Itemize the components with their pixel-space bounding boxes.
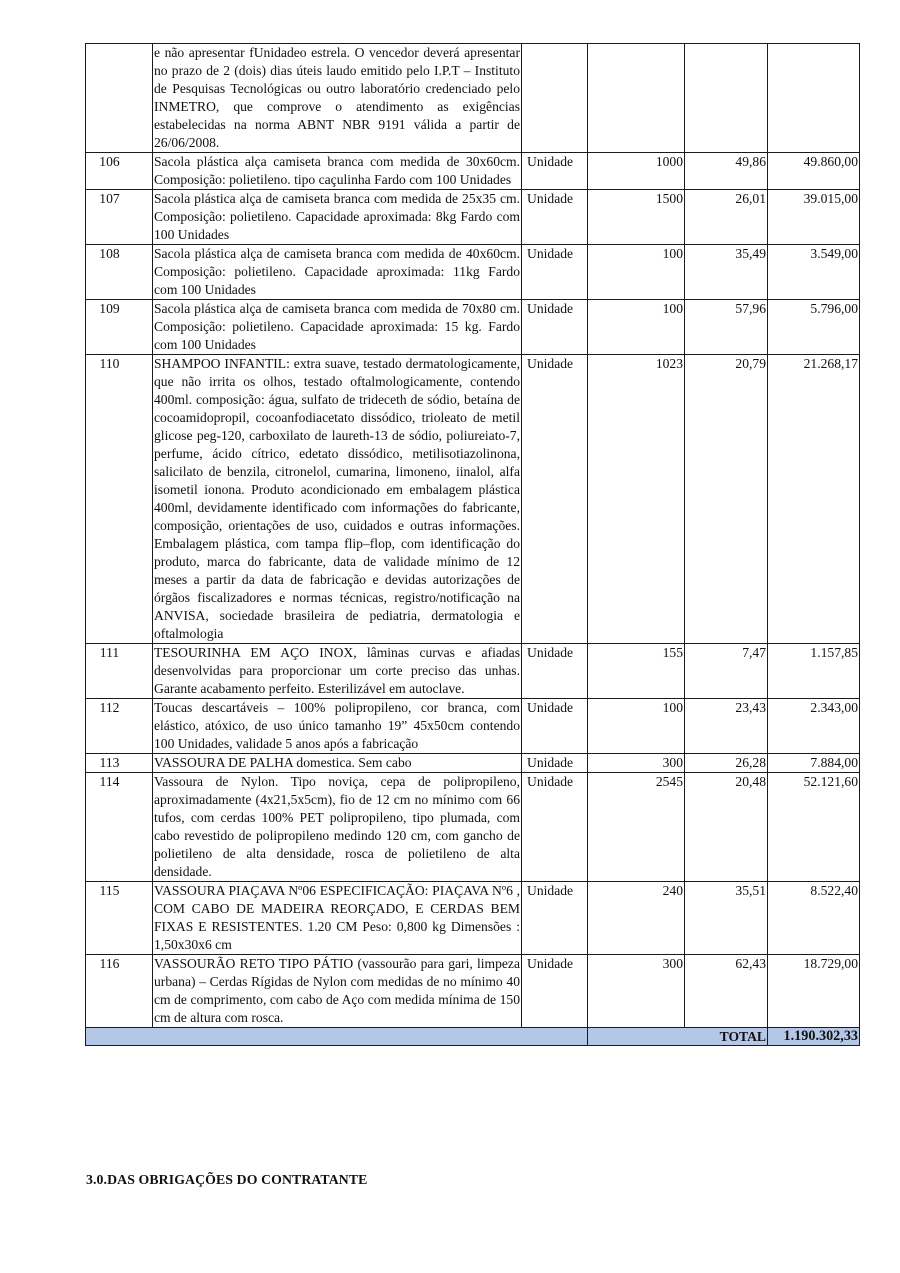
quantity-cell: 100 xyxy=(588,699,685,754)
description-cell: Sacola plástica alça de camiseta branca com medida de 25x35 cm. Composição: polietileno. Capacidade aproximada: 8kg Fardo com 100 Unidades xyxy=(153,190,522,245)
description-cell: TESOURINHA EM AÇO INOX, lâminas curvas e afiadas desenvolvidas para proporcionar um corte preciso das unhas. Garante acabamento perfeito. Esterilizável em autoclave. xyxy=(153,644,522,699)
total-cell: 3.549,00 xyxy=(768,245,860,300)
total-cell: 39.015,00 xyxy=(768,190,860,245)
item-number-cell xyxy=(86,44,153,153)
unit-cell: Unidade xyxy=(522,355,588,644)
total-cell: 1.157,85 xyxy=(768,644,860,699)
description-cell: Sacola plástica alça de camiseta branca com medida de 40x60cm. Composição: polietileno. Capacidade aproximada: 11kg Fardo com 100 Unidades xyxy=(153,245,522,300)
total-cell: 7.884,00 xyxy=(768,754,860,773)
table-row xyxy=(86,300,860,355)
total-cell: 49.860,00 xyxy=(768,153,860,190)
item-number-cell: 106 xyxy=(86,153,153,190)
unit-cell: Unidade xyxy=(522,245,588,300)
total-cell: 18.729,00 xyxy=(768,955,860,1028)
item-number-cell: 109 xyxy=(86,300,153,355)
description-cell: Sacola plástica alça de camiseta branca com medida de 70x80 cm. Composição: polietileno. Capacidade aproximada: 15 kg. Fardo com 100 Unidades xyxy=(153,300,522,355)
quantity-cell: 240 xyxy=(588,882,685,955)
quantity-cell: 155 xyxy=(588,644,685,699)
item-number-cell: 111 xyxy=(86,644,153,699)
total-label: TOTAL xyxy=(588,1028,768,1046)
section-heading: 3.0.DAS OBRIGAÇÕES DO CONTRATANTE xyxy=(86,1172,368,1187)
unit-cell: Unidade xyxy=(522,300,588,355)
item-number-cell: 112 xyxy=(86,699,153,754)
quantity-cell: 1500 xyxy=(588,190,685,245)
quantity-cell: 300 xyxy=(588,754,685,773)
item-number-cell: 115 xyxy=(86,882,153,955)
unit-price-cell xyxy=(685,44,768,153)
table-row xyxy=(86,644,860,699)
unit-cell: Unidade xyxy=(522,882,588,955)
quantity-cell xyxy=(588,44,685,153)
unit-cell: Unidade xyxy=(522,955,588,1028)
table-row xyxy=(86,190,860,245)
item-number-cell: 114 xyxy=(86,773,153,882)
quantity-cell: 1023 xyxy=(588,355,685,644)
table-row-continuation xyxy=(86,44,860,153)
total-cell: 21.268,17 xyxy=(768,355,860,644)
unit-cell: Unidade xyxy=(522,190,588,245)
table-row xyxy=(86,882,860,955)
unit-price-cell: 57,96 xyxy=(685,300,768,355)
description-cell: Toucas descartáveis – 100% polipropileno, cor branca, com elástico, atóxico, de uso único tamanho 19” 45x50cm contendo 100 Unidades, validade 5 anos após a fabricação xyxy=(153,699,522,754)
table-row xyxy=(86,754,860,773)
table-row xyxy=(86,153,860,190)
table-row xyxy=(86,355,860,644)
grand-total-value: 1.190.302,33 xyxy=(768,1028,860,1046)
total-cell: 2.343,00 xyxy=(768,699,860,754)
items-table xyxy=(85,43,860,1046)
quantity-cell: 1000 xyxy=(588,153,685,190)
unit-price-cell: 7,47 xyxy=(685,644,768,699)
total-cell: 52.121,60 xyxy=(768,773,860,882)
quantity-cell: 300 xyxy=(588,955,685,1028)
unit-price-cell: 49,86 xyxy=(685,153,768,190)
description-cell: e não apresentar fUnidadeo estrela. O vencedor deverá apresentar no prazo de 2 (dois) dias úteis laudo emitido pelo I.P.T – Instituto de Pesquisas Tecnológicas ou outro laboratório credenciado pelo INMETRO, que comprove o atendimento as exigências estabelecidas na norma ABNT NBR 9191 válida a partir de 26/06/2008. xyxy=(153,44,522,153)
total-row-spacer xyxy=(86,1028,588,1046)
quantity-cell: 100 xyxy=(588,245,685,300)
unit-price-cell: 35,51 xyxy=(685,882,768,955)
unit-cell: Unidade xyxy=(522,773,588,882)
unit-cell: Unidade xyxy=(522,153,588,190)
unit-price-cell: 23,43 xyxy=(685,699,768,754)
total-cell: 5.796,00 xyxy=(768,300,860,355)
table-row xyxy=(86,245,860,300)
description-cell: Sacola plástica alça camiseta branca com medida de 30x60cm. Composição: polietileno. tipo caçulinha Fardo com 100 Unidades xyxy=(153,153,522,190)
unit-cell: Unidade xyxy=(522,644,588,699)
unit-cell: Unidade xyxy=(522,699,588,754)
item-number-cell: 107 xyxy=(86,190,153,245)
table-row xyxy=(86,955,860,1028)
description-cell: VASSOURA PIAÇAVA Nº06 ESPECIFICAÇÃO: PIAÇAVA Nº6 , COM CABO DE MADEIRA REORÇADO, E CERDAS BEM FIXAS E RESISTENTES. 1.20 CM Peso: 0,800 kg Dimensões : 1,50x30x6 cm xyxy=(153,882,522,955)
total-cell: 8.522,40 xyxy=(768,882,860,955)
total-cell xyxy=(768,44,860,153)
item-number-cell: 110 xyxy=(86,355,153,644)
item-number-cell: 116 xyxy=(86,955,153,1028)
unit-cell: Unidade xyxy=(522,754,588,773)
item-number-cell: 113 xyxy=(86,754,153,773)
quantity-cell: 100 xyxy=(588,300,685,355)
item-number-cell: 108 xyxy=(86,245,153,300)
table-row xyxy=(86,699,860,754)
unit-cell xyxy=(522,44,588,153)
description-cell: SHAMPOO INFANTIL: extra suave, testado dermatologicamente, que não irrita os olhos, testado oftalmologicamente, contendo 400ml. composição: água, sulfato de trideceth de sódio, betaína de cocoamidopropil, cocoanfodiacetato dissódico, trioleato de metil glicose peg-120, carboxilato de laureth-13 de sódio, poliureiato-7, perfume, ácido cítrico, edetato dissódico, metilisotiazolinona, salicilato de benzila, citronelol, cumarina, limoneno, iinalol, alfa isometil ionona. Produto acondicionado em embalagem plástica 400ml, devidamente identificado com informações do fabricante, composição, orientações de uso, cuidados e outras informações. Embalagem plástica, com tampa flip–flop, com identificação do produto, marca do fabricante, data de validade mínimo de 12 meses a partir da data de fabricação e devidas autorizações de órgãos fiscalizadores e normas técnicas, registro/notificação na ANVISA, sociedade brasileira de pediatria, dermatologia e oftalmologia xyxy=(153,355,522,644)
description-cell: VASSOURA DE PALHA domestica. Sem cabo xyxy=(153,754,522,773)
table-total-row xyxy=(86,1028,860,1046)
table-row xyxy=(86,773,860,882)
unit-price-cell: 26,28 xyxy=(685,754,768,773)
unit-price-cell: 62,43 xyxy=(685,955,768,1028)
description-cell: VASSOURÃO RETO TIPO PÁTIO (vassourão para gari, limpeza urbana) – Cerdas Rígidas de Nylon com medidas de no mínimo 40 cm de comprimento, com cabo de Aço com medida mínima de 150 cm de altura com rosca. xyxy=(153,955,522,1028)
quantity-cell: 2545 xyxy=(588,773,685,882)
unit-price-cell: 35,49 xyxy=(685,245,768,300)
description-cell: Vassoura de Nylon. Tipo noviça, cepa de polipropileno, aproximadamente (4x21,5x5cm), fio de 12 cm no mínimo com 66 tufos, com cerdas 100% PET polipropileno, tipo plumada, com cabo revestido de polipropileno medindo 120 cm, com gancho de polietileno de alta densidade, rosca de polietileno de alta densidade. xyxy=(153,773,522,882)
unit-price-cell: 20,79 xyxy=(685,355,768,644)
unit-price-cell: 26,01 xyxy=(685,190,768,245)
unit-price-cell: 20,48 xyxy=(685,773,768,882)
